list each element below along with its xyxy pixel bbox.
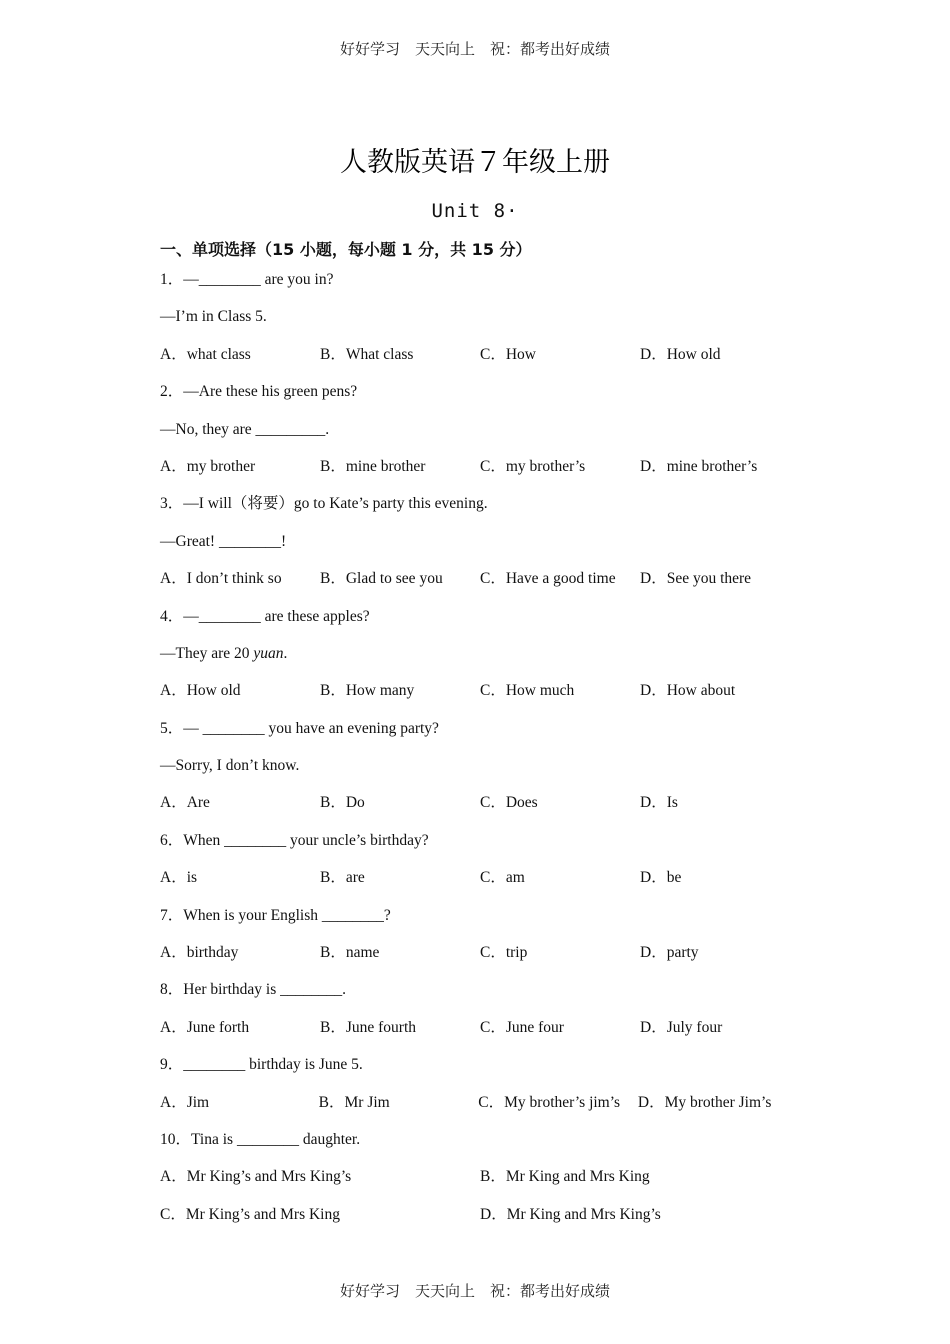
option-d: D．How about [640,682,736,700]
option-row [160,789,800,826]
option-c: C．my brother’s [480,457,586,475]
option-row [160,677,800,714]
option-d: D．My brother Jim’s [637,1093,772,1111]
reply-text: —They are 20 [160,644,254,662]
question-reply: —Great! ________! [160,532,287,550]
option-c: C．trip [480,944,528,962]
option-c: C．How much [480,682,575,700]
option-a: A．I don’t think so [160,570,282,588]
option-d: D．be [640,869,682,887]
question-stem: 9．________ birthday is June 5. [160,1056,363,1074]
option-a: A．Are [160,794,210,812]
option-b: B．are [320,869,365,887]
option-d: D．Is [640,794,678,812]
option-a: A．is [160,869,198,887]
option-row [160,1201,800,1238]
option-a: A．June forth [160,1018,250,1036]
reply-italic-word: yuan [253,644,284,662]
option-row [160,1163,800,1200]
option-a: A．birthday [160,944,239,962]
option-row [160,565,800,602]
option-b: B．name [320,944,380,962]
reply-punct: . [283,644,288,662]
option-row [160,939,800,976]
option-d: D．See you there [640,570,752,588]
option-c: C．Mr King’s and Mrs King [160,1205,340,1223]
page-footer: 好好学习 天天向上 祝：都考出好成绩 [339,1282,610,1300]
option-row [160,1089,800,1126]
option-d: D．Mr King and Mrs King’s [480,1205,661,1223]
question-stem: 4．—________ are these apples? [160,607,370,625]
question-reply: —Sorry, I don’t know. [160,757,300,775]
option-b: B．June fourth [320,1018,417,1036]
option-b: B．What class [320,345,414,363]
question-stem: 2．—Are these his green pens? [160,383,358,401]
document-title: 人教版英语７年级上册 [340,147,610,178]
option-c: C．Does [480,794,538,812]
option-row [160,864,800,901]
document-subtitle: Unit 8· [431,200,519,222]
option-b: B．Glad to see you [320,570,443,588]
option-d: D．How old [640,345,721,363]
question-stem: 7．When is your English ________? [160,906,391,924]
option-d: D．July four [640,1018,723,1036]
section-heading: 一、单项选择（15 小题，每小题 1 分，共 15 分） [160,240,532,259]
option-a: A．Jim [160,1093,210,1111]
question-reply: —No, they are _________. [160,420,330,438]
question-reply: —I’m in Class 5. [160,308,267,326]
option-row [160,453,800,490]
option-b: B．How many [320,682,415,700]
question-stem: 8．Her birthday is ________. [160,981,346,999]
question-stem: 10．Tina is ________ daughter. [160,1130,361,1148]
option-c: C．June four [480,1018,564,1036]
option-b: B．mine brother [320,457,426,475]
question-stem: 3．—I will（将要）go to Kate’s party this evening. [160,495,488,513]
option-c: C．am [480,869,525,887]
option-b: B．Do [320,794,365,812]
question-stem: 1．—________ are you in? [160,271,334,288]
question-reply [160,640,800,677]
question-stem: 5．— ________ you have an evening party? [160,719,439,737]
question-stem: 6．When ________ your uncle’s birthday? [160,831,429,849]
option-c: C．How [480,345,536,363]
option-b: B．Mr King and Mrs King [480,1168,650,1186]
option-a: A．Mr King’s and Mrs King’s [160,1168,352,1186]
question-list [160,266,800,1238]
option-a: A．How old [160,682,241,700]
option-a: A．my brother [160,457,256,475]
option-d: D．party [640,944,699,962]
option-row [160,341,800,378]
option-a: A．what class [160,345,251,363]
option-d: D．mine brother’s [640,457,758,475]
option-row [160,1014,800,1051]
option-c: C．My brother’s jim’s [478,1093,621,1111]
option-b: B．Mr Jim [318,1093,390,1111]
option-c: C．Have a good time [480,570,616,588]
page-header: 好好学习 天天向上 祝：都考出好成绩 [339,40,610,58]
